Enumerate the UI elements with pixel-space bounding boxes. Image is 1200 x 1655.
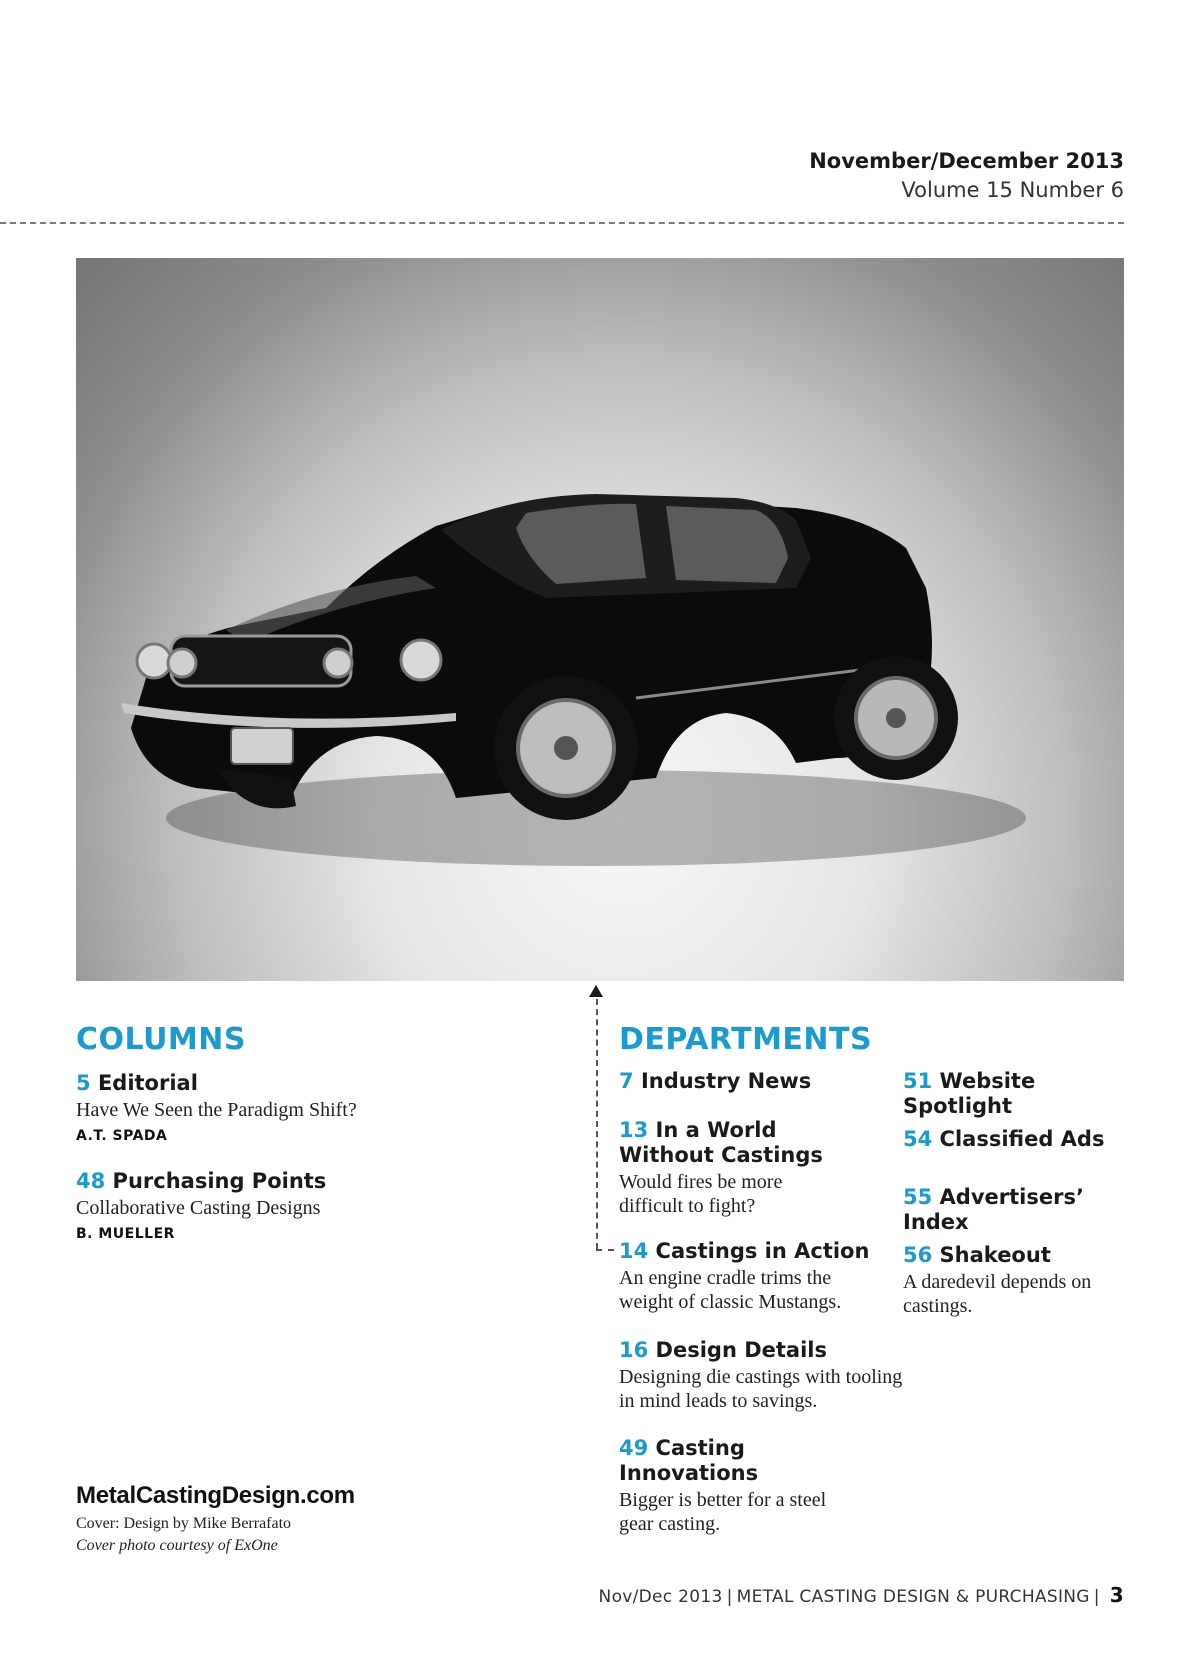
footer-separator: | — [1093, 1587, 1100, 1607]
entry-page-number: 49 — [619, 1436, 649, 1460]
entry-title: Shakeout — [939, 1243, 1051, 1267]
issue-volume: Volume 15 Number 6 — [901, 178, 1124, 202]
departments-entry-shakeout[interactable] — [903, 1243, 1128, 1318]
entry-description: Collaborative Casting Designs — [76, 1197, 321, 1219]
footer-separator: | — [726, 1587, 733, 1607]
departments-entry-casting-innovations[interactable] — [619, 1436, 844, 1536]
entry-page-number: 5 — [76, 1071, 91, 1095]
cover-photo — [76, 258, 1124, 981]
entry-title: Purchasing Points — [112, 1169, 327, 1193]
entry-page-number: 14 — [619, 1239, 649, 1263]
entry-description: A daredevil depends on castings. — [903, 1271, 1092, 1317]
connector-arrowhead — [589, 985, 603, 997]
header-divider — [0, 222, 1124, 224]
entry-page-number: 48 — [76, 1169, 106, 1193]
entry-title: Website Spotlight — [903, 1069, 1036, 1118]
entry-description: An engine cradle trims the weight of classic Mustangs. — [619, 1267, 842, 1313]
columns-heading: COLUMNS — [76, 1022, 246, 1057]
entry-description: Have We Seen the Paradigm Shift? — [76, 1099, 357, 1121]
departments-entry-design-details[interactable] — [619, 1338, 904, 1413]
departments-heading: DEPARTMENTS — [619, 1022, 873, 1057]
issue-date: November/December 2013 — [809, 149, 1124, 173]
entry-page-number: 56 — [903, 1243, 933, 1267]
footer-publication: METAL CASTING DESIGN & PURCHASING — [736, 1587, 1090, 1607]
page-footer — [599, 1583, 1124, 1607]
entry-description: Bigger is better for a steel gear casting. — [619, 1489, 827, 1535]
entry-title: Advertisers’ Index — [903, 1185, 1084, 1234]
columns-entry-purchasing-points[interactable] — [76, 1169, 516, 1242]
connector-horizontal-line — [596, 1249, 614, 1251]
entry-description: Designing die castings with tooling in mind leads to savings. — [619, 1366, 903, 1412]
entry-title: Casting Innovations — [619, 1436, 759, 1485]
departments-entry-industry-news[interactable] — [619, 1069, 889, 1094]
entry-title: Editorial — [97, 1071, 198, 1095]
cover-credit: Cover: Design by Mike Berrafato — [76, 1515, 292, 1532]
entry-description: Would fires be more difficult to fight? — [619, 1171, 783, 1217]
departments-entry-classified-ads[interactable] — [903, 1127, 1133, 1152]
entry-page-number: 13 — [619, 1118, 649, 1142]
entry-page-number: 16 — [619, 1338, 649, 1362]
entry-title: Industry News — [640, 1069, 812, 1093]
entry-page-number: 55 — [903, 1185, 933, 1209]
car-illustration — [76, 258, 1124, 981]
departments-entry-advertisers-index[interactable] — [903, 1185, 1133, 1235]
entry-page-number: 54 — [903, 1127, 933, 1151]
entry-title: In a World Without Castings — [619, 1118, 823, 1167]
columns-entry-editorial[interactable] — [76, 1071, 516, 1144]
entry-page-number: 51 — [903, 1069, 933, 1093]
departments-entry-world-without-castings[interactable] — [619, 1118, 829, 1218]
photo-credit: Cover photo courtesy of ExOne — [76, 1537, 278, 1554]
entry-author: B. MUELLER — [76, 1226, 175, 1242]
footer-issue: Nov/Dec 2013 — [598, 1587, 723, 1607]
connector-vertical-line — [596, 999, 598, 1249]
entry-title: Castings in Action — [655, 1239, 870, 1263]
departments-entry-castings-in-action[interactable] — [619, 1239, 889, 1314]
departments-entry-website-spotlight[interactable] — [903, 1069, 1133, 1119]
entry-author: A.T. SPADA — [76, 1128, 168, 1144]
page-number: 3 — [1109, 1583, 1124, 1607]
website-link[interactable]: MetalCastingDesign.com — [76, 1482, 355, 1509]
entry-page-number: 7 — [619, 1069, 634, 1093]
entry-title: Classified Ads — [939, 1127, 1105, 1151]
entry-title: Design Details — [655, 1338, 827, 1362]
